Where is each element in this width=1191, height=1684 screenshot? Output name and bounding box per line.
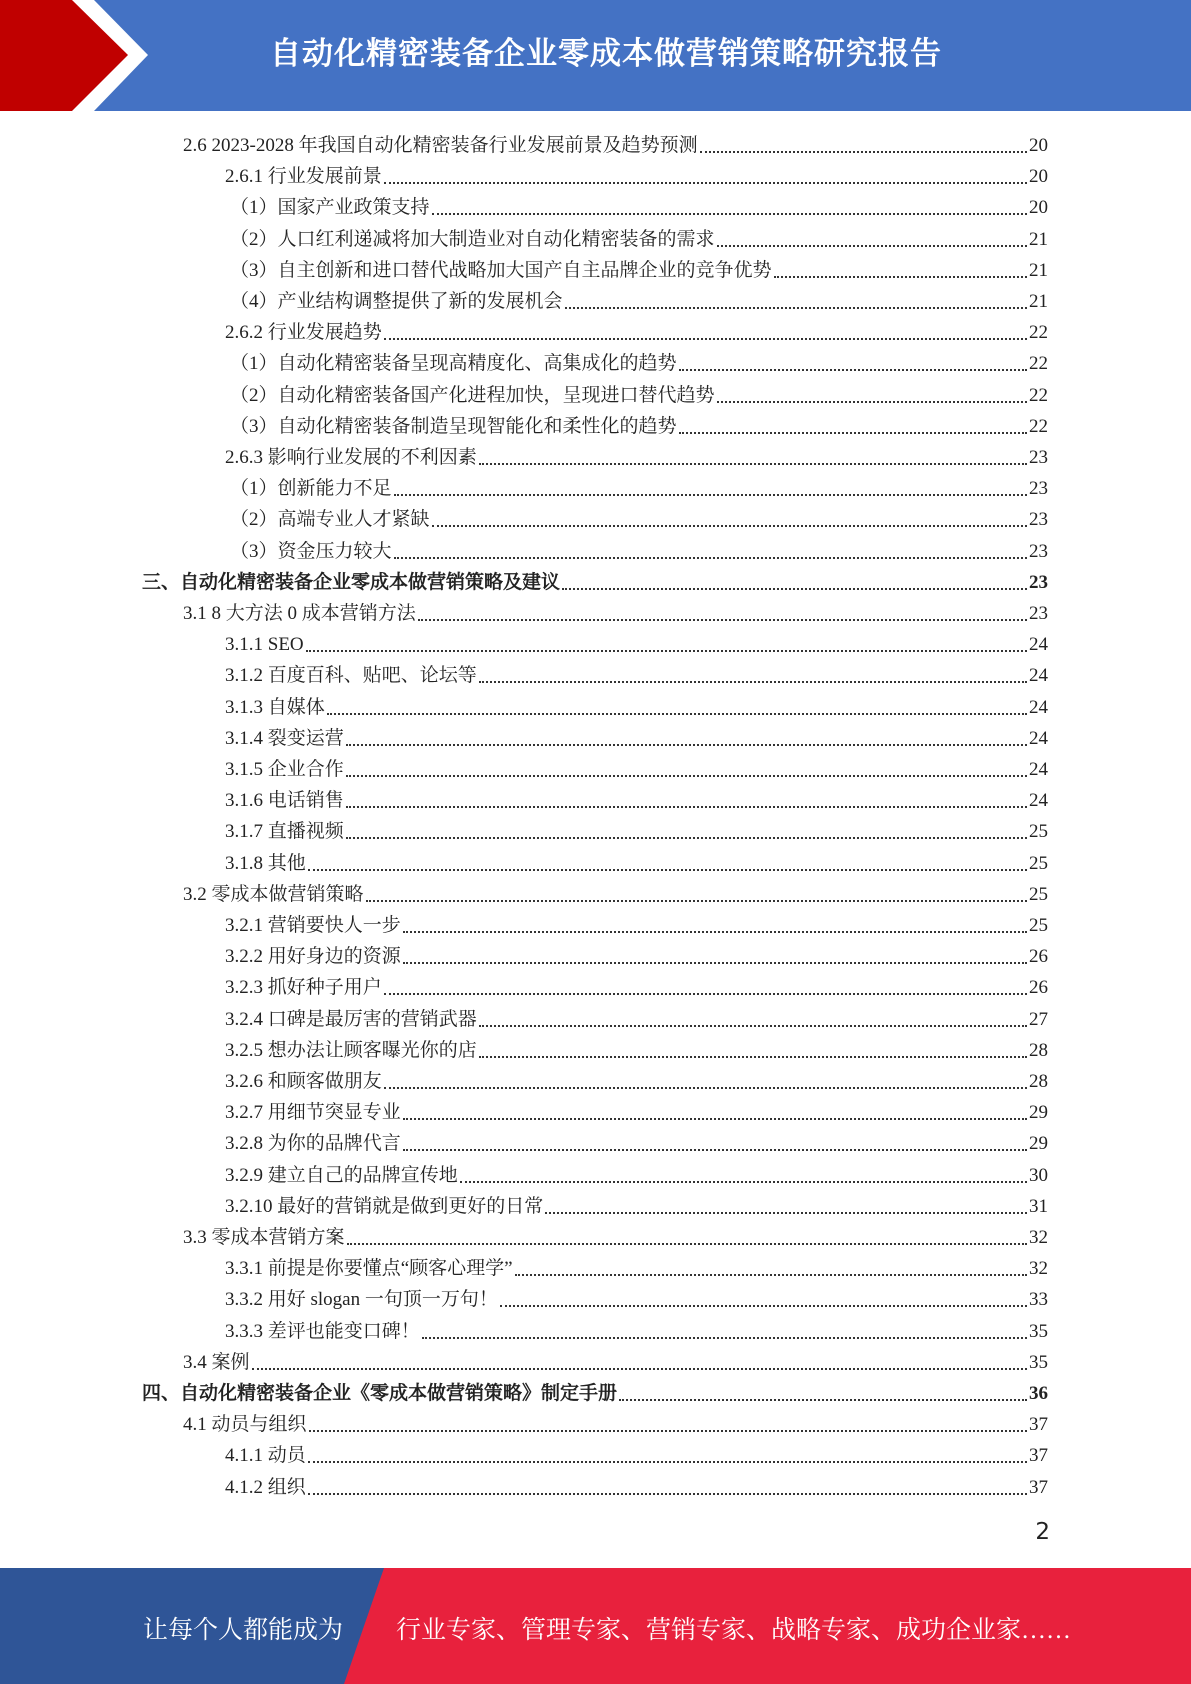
toc-entry-page: 33 [1029,1289,1048,1311]
toc-leader-dots [515,1274,1027,1276]
footer-slogan-right: 行业专家、管理专家、营销专家、战略专家、成功企业家…… [396,1617,1072,1644]
toc-entry-page: 25 [1029,852,1048,874]
toc-entry-page: 29 [1029,1133,1048,1155]
toc-entry-title: 2.6.1 行业发展前景 [225,166,382,188]
toc-entry[interactable] [230,408,1048,439]
toc-entry[interactable] [225,1469,1048,1500]
toc-leader-dots [403,931,1027,933]
toc-entry[interactable] [225,1032,1048,1063]
toc-entry-title: 3.2.1 营销要快人一步 [225,915,401,936]
toc-leader-dots [545,1212,1027,1214]
toc-entry-page: 37 [1029,1414,1048,1436]
page-number: 2 [1035,1519,1050,1545]
toc-entry-page: 28 [1029,1071,1048,1092]
toc-entry-title: 2.6.3 影响行业发展的不利因素 [225,447,477,468]
toc-leader-dots [366,900,1027,902]
toc-entry-title: 3.1.6 电话销售 [225,790,344,812]
toc-leader-dots [479,1025,1027,1027]
toc-leader-dots [432,213,1027,215]
toc-entry-page: 22 [1029,322,1048,344]
toc-leader-dots [384,338,1027,340]
toc-entry[interactable] [230,221,1048,252]
toc-leader-dots [619,1399,1027,1401]
toc-entry-title: 3.3.1 前提是你要懂点“顾客心理学” [225,1258,513,1280]
toc-leader-dots [346,775,1027,777]
toc-entry[interactable] [225,1157,1048,1188]
toc-leader-dots [308,1461,1027,1463]
toc-entry-title: 3.2.10 最好的营销就是做到更好的日常 [225,1195,544,1217]
toc-entry-title: 3.2.7 用细节突显专业 [225,1102,401,1124]
toc-entry[interactable] [230,345,1048,376]
toc-entry[interactable] [225,845,1048,876]
toc-entry[interactable] [225,938,1048,969]
toc-entry-title: （3）自主创新和进口替代战略加大国产自主品牌企业的竞争优势 [230,259,772,281]
toc-leader-dots [479,681,1027,683]
toc-entry[interactable] [183,1344,1048,1375]
toc-entry-page: 23 [1029,447,1048,468]
toc-entry[interactable] [225,1313,1048,1344]
toc-entry[interactable] [225,1125,1048,1156]
toc-leader-dots [460,1181,1027,1183]
toc-entry-title: （1）国家产业政策支持 [230,197,430,219]
toc-entry-title: 3.3.3 差评也能变口碑！ [225,1320,420,1342]
toc-entry-title: 四、自动化精密装备企业《零成本做营销策略》制定手册 [142,1383,618,1404]
toc-entry-page: 24 [1029,790,1048,812]
toc-entry[interactable] [183,595,1048,626]
toc-leader-dots [403,1118,1027,1120]
toc-entry-page: 24 [1029,696,1048,718]
toc-entry[interactable] [225,720,1048,751]
toc-leader-dots [308,1493,1027,1495]
toc-entry[interactable] [230,377,1048,408]
toc-entry-page: 32 [1029,1258,1048,1280]
toc-leader-dots [562,588,1027,590]
toc-entry[interactable] [230,189,1048,220]
toc-entry-page: 25 [1029,915,1048,936]
toc-entry[interactable] [230,470,1048,501]
toc-entry-page: 36 [1029,1383,1048,1404]
toc-entry-page: 37 [1029,1476,1048,1498]
toc-entry-title: 3.1.7 直播视频 [225,821,344,843]
toc-entry[interactable] [225,751,1048,782]
toc-entry-title: 4.1.1 动员 [225,1445,306,1467]
toc-entry[interactable] [225,969,1048,1000]
toc-entry-title: （1）创新能力不足 [230,478,392,500]
toc-entry-title: （2）人口红利递减将加大制造业对自动化精密装备的需求 [230,228,715,250]
toc-entry[interactable] [225,439,1048,470]
toc-entry-title: 3.2.4 口碑是最厉害的营销武器 [225,1008,477,1030]
toc-entry-page: 30 [1029,1164,1048,1186]
toc-leader-dots [403,1149,1027,1151]
toc-entry-page: 22 [1029,384,1048,406]
toc-leader-dots [774,276,1027,278]
toc-entry-title: 3.1.5 企业合作 [225,759,344,780]
toc-entry-page: 20 [1029,135,1048,156]
toc-leader-dots [384,993,1027,995]
toc-entry[interactable] [183,1406,1048,1437]
toc-entry-title: 3.1.3 自媒体 [225,696,325,718]
toc-entry-title: 2.6 2023-2028 年我国自动化精密装备行业发展前景及趋势预测 [183,135,698,156]
footer-slogan-left: 让每个人都能成为 [143,1617,344,1644]
toc-leader-dots [479,1056,1027,1058]
toc-leader-dots [565,307,1027,309]
toc-entry-page: 22 [1029,353,1048,375]
toc-entry-page: 35 [1029,1351,1048,1373]
toc-entry[interactable] [225,1437,1048,1468]
toc-leader-dots [717,401,1027,403]
toc-entry-title: （4）产业结构调整提供了新的发展机会 [230,291,563,312]
toc-leader-dots [347,1243,1027,1245]
toc-entry-title: 4.1.2 组织 [225,1476,306,1498]
toc-entry[interactable] [225,813,1048,844]
toc-entry-title: （2）自动化精密装备国产化进程加快，呈现进口替代趋势 [230,384,715,406]
toc-entry-page: 26 [1029,946,1048,968]
toc-leader-dots [418,619,1027,621]
page-footer [0,1568,1191,1684]
toc-entry[interactable] [225,1281,1048,1312]
toc-leader-dots [717,245,1027,247]
toc-entry-page: 32 [1029,1227,1048,1248]
report-title: 自动化精密装备企业零成本做营销策略研究报告 [270,36,942,72]
toc-entry[interactable] [183,127,1048,158]
toc-entry-title: 2.6.2 行业发展趋势 [225,322,382,344]
toc-entry[interactable] [230,283,1048,314]
toc-entry-page: 24 [1029,634,1048,656]
toc-entry-page: 20 [1029,197,1048,219]
toc-entry-page: 21 [1029,228,1048,250]
toc-entry[interactable] [142,564,1048,595]
toc-entry-title: 3.3.2 用好 slogan 一句顶一万句！ [225,1289,498,1311]
toc-entry-title: 4.1 动员与组织 [183,1414,307,1436]
toc-entry-title: 3.1.4 裂变运营 [225,727,344,749]
toc-leader-dots [432,525,1027,527]
toc-leader-dots [394,494,1027,496]
toc-entry[interactable] [183,876,1048,907]
toc-entry-title: 3.1 8 大方法 0 成本营销方法 [183,603,416,624]
toc-entry-page: 29 [1029,1102,1048,1124]
toc-entry[interactable] [225,782,1048,813]
toc-entry-page: 20 [1029,166,1048,188]
toc-entry[interactable] [230,252,1048,283]
page-header [0,0,1191,111]
toc-entry-page: 24 [1029,665,1048,687]
toc-leader-dots [700,151,1027,153]
toc-entry[interactable] [225,1188,1048,1219]
toc-leader-dots [346,744,1027,746]
toc-leader-dots [422,1337,1027,1339]
toc-entry-title: （3）资金压力较大 [230,540,392,562]
toc-entry-title: 3.2.8 为你的品牌代言 [225,1133,401,1155]
toc-entry-title: 3.1.8 其他 [225,852,306,874]
toc-entry[interactable] [225,657,1048,688]
toc-entry-page: 21 [1029,259,1048,281]
toc-entry-title: （2）高端专业人才紧缺 [230,509,430,531]
toc-entry-page: 24 [1029,727,1048,749]
toc-entry-page: 25 [1029,821,1048,843]
toc-entry-page: 25 [1029,883,1048,905]
toc-entry-page: 23 [1029,478,1048,500]
toc-leader-dots [308,869,1027,871]
toc-entry-title: 3.1.1 SEO [225,634,304,656]
toc-leader-dots [500,1305,1027,1307]
toc-entry-page: 28 [1029,1039,1048,1061]
toc-entry-title: 3.1.2 百度百科、贴吧、论坛等 [225,665,477,687]
toc-leader-dots [346,837,1027,839]
toc-leader-dots [479,463,1027,465]
toc-entry-page: 24 [1029,759,1048,780]
toc-entry[interactable] [225,907,1048,938]
toc-leader-dots [679,369,1027,371]
toc-entry-title: 3.2.6 和顾客做朋友 [225,1071,382,1092]
toc-leader-dots [384,182,1027,184]
toc-entry-title: 3.4 案例 [183,1351,250,1373]
toc-entry-page: 31 [1029,1195,1048,1217]
toc-entry-title: （1）自动化精密装备呈现高精度化、高集成化的趋势 [230,353,677,375]
toc-entry[interactable] [225,158,1048,189]
toc-leader-dots [306,650,1027,652]
toc-entry[interactable] [142,1375,1048,1406]
toc-entry-title: 3.2.5 想办法让顾客曝光你的店 [225,1039,477,1061]
toc-entry-title: 3.2.2 用好身边的资源 [225,946,401,968]
toc-leader-dots [346,806,1027,808]
toc-entry-page: 23 [1029,540,1048,562]
toc-entry-page: 23 [1029,571,1048,593]
toc-entry-title: 3.2.9 建立自己的品牌宣传地 [225,1164,458,1186]
toc-entry-page: 22 [1029,415,1048,437]
toc-entry[interactable] [225,1250,1048,1281]
toc-entry[interactable] [225,314,1048,345]
toc-entry[interactable] [183,1219,1048,1250]
toc-entry-page: 35 [1029,1320,1048,1342]
toc-leader-dots [394,557,1027,559]
toc-entry[interactable] [230,501,1048,532]
toc-entry-title: 三、自动化精密装备企业零成本做营销策略及建议 [142,571,561,593]
toc-leader-dots [327,713,1027,715]
toc-entry-page: 37 [1029,1445,1048,1467]
toc-entry-title: 3.3 零成本营销方案 [183,1227,345,1248]
toc-entry-page: 26 [1029,977,1048,999]
toc-leader-dots [384,1087,1027,1089]
toc-entry[interactable] [225,1001,1048,1032]
toc-entry-title: （3）自动化精密装备制造呈现智能化和柔性化的趋势 [230,415,677,437]
toc-leader-dots [309,1430,1027,1432]
toc-entry-page: 23 [1029,509,1048,531]
toc-entry-title: 3.2 零成本做营销策略 [183,883,364,905]
toc-entry[interactable] [230,533,1048,564]
toc-leader-dots [403,962,1027,964]
toc-entry[interactable] [225,1094,1048,1125]
toc-entry-page: 21 [1029,291,1048,312]
toc-entry-page: 23 [1029,603,1048,624]
toc-leader-dots [679,432,1027,434]
toc-entry[interactable] [225,689,1048,720]
toc-entry[interactable] [225,1063,1048,1094]
toc-entry[interactable] [225,626,1048,657]
toc-entry-page: 27 [1029,1008,1048,1030]
toc-leader-dots [252,1368,1027,1370]
toc-entry-title: 3.2.3 抓好种子用户 [225,977,382,999]
